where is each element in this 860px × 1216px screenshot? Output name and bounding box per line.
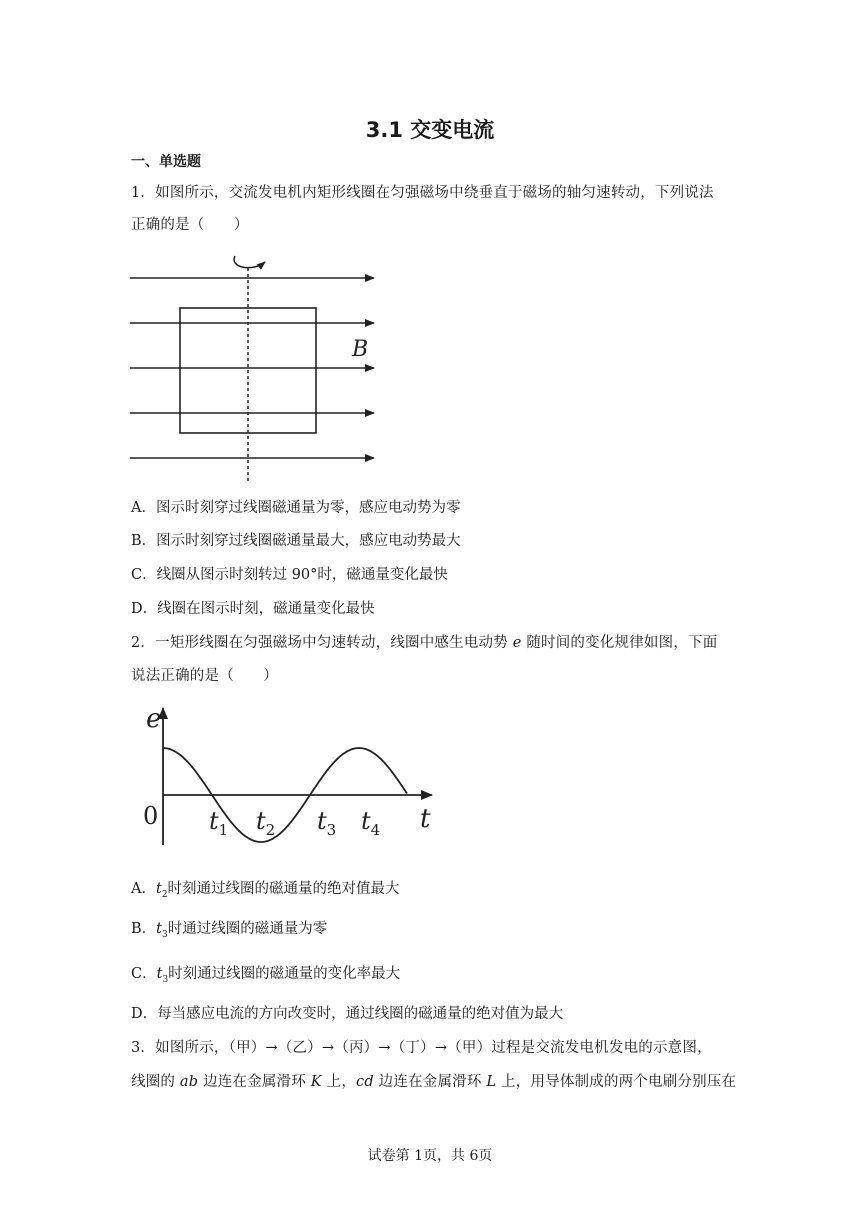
page-title: 3.1 交变电流 [365,118,495,142]
tick-label-t4: $t_4$ [361,807,381,839]
q2-stem-line2: 说法正确的是（ ） [131,668,278,684]
q2-stem-line1 [131,631,717,652]
origin-label: 0 [143,802,159,830]
page-footer: 试卷第 1页，共 6页 [367,1148,493,1164]
q2-emf-graph [140,700,450,860]
q2-stem-part2: 随时间的变化规律如图，下面 [521,635,718,651]
q1-magnetic-field-figure [125,250,385,486]
q2-option-a: A．$t_2$时刻通过线圈的磁通量的绝对值最大 [131,881,400,900]
section-heading: 一、单选题 [131,154,201,170]
q3-stem-line2: 线圈的 ab 边连在金属滑环 K 上，cd 边连在金属滑环 L 上，用导体制成的两个电刷分别压在 [131,1074,737,1090]
q1-option-a: A．图示时刻穿过线圈磁通量为零，感应电动势为零 [131,500,461,516]
tick-label-t3: $t_3$ [317,807,337,839]
q2-option-d: D．每当感应电流的方向改变时，通过线圈的磁通量的绝对值为最大 [131,1006,564,1022]
q1-option-b: B．图示时刻穿过线圈磁通量最大，感应电动势最大 [131,533,461,549]
q2-option-b: B．$t_3$时通过线圈的磁通量为零 [131,921,328,940]
q1-stem-line2: 正确的是（ ） [131,217,249,233]
field-lines [130,278,374,458]
x-axis-label: t [420,804,431,834]
q1-option-c: C．线圈从图示时刻转过 90°时，磁通量变化最快 [131,567,448,583]
tick-label-t2: $t_2$ [256,807,276,839]
q1-stem-line1: 1．如图所示，交流发电机内矩形线圈在匀强磁场中绕垂直于磁场的轴匀速转动，下列说法 [131,185,714,201]
q2-option-c: C．$t_3$时刻通过线圈的磁通量的变化率最大 [131,966,401,985]
y-axis-label: e [146,704,162,734]
field-label-b: B [352,337,369,362]
q2-stem-part1: 2．一矩形线圈在匀强磁场中匀速转动，线圈中感生电动势 [131,635,513,651]
q2-stem-var: e [512,635,522,651]
q3-stem-line1: 3．如图所示，（甲）→（乙）→（丙）→（丁）→（甲）过程是交流发电机发电的示意图， [131,1040,712,1056]
rotation-arrow-icon [234,256,265,268]
q1-option-d: D．线圈在图示时刻，磁通量变化最快 [131,601,375,617]
tick-label-t1: $t_1$ [209,807,229,839]
